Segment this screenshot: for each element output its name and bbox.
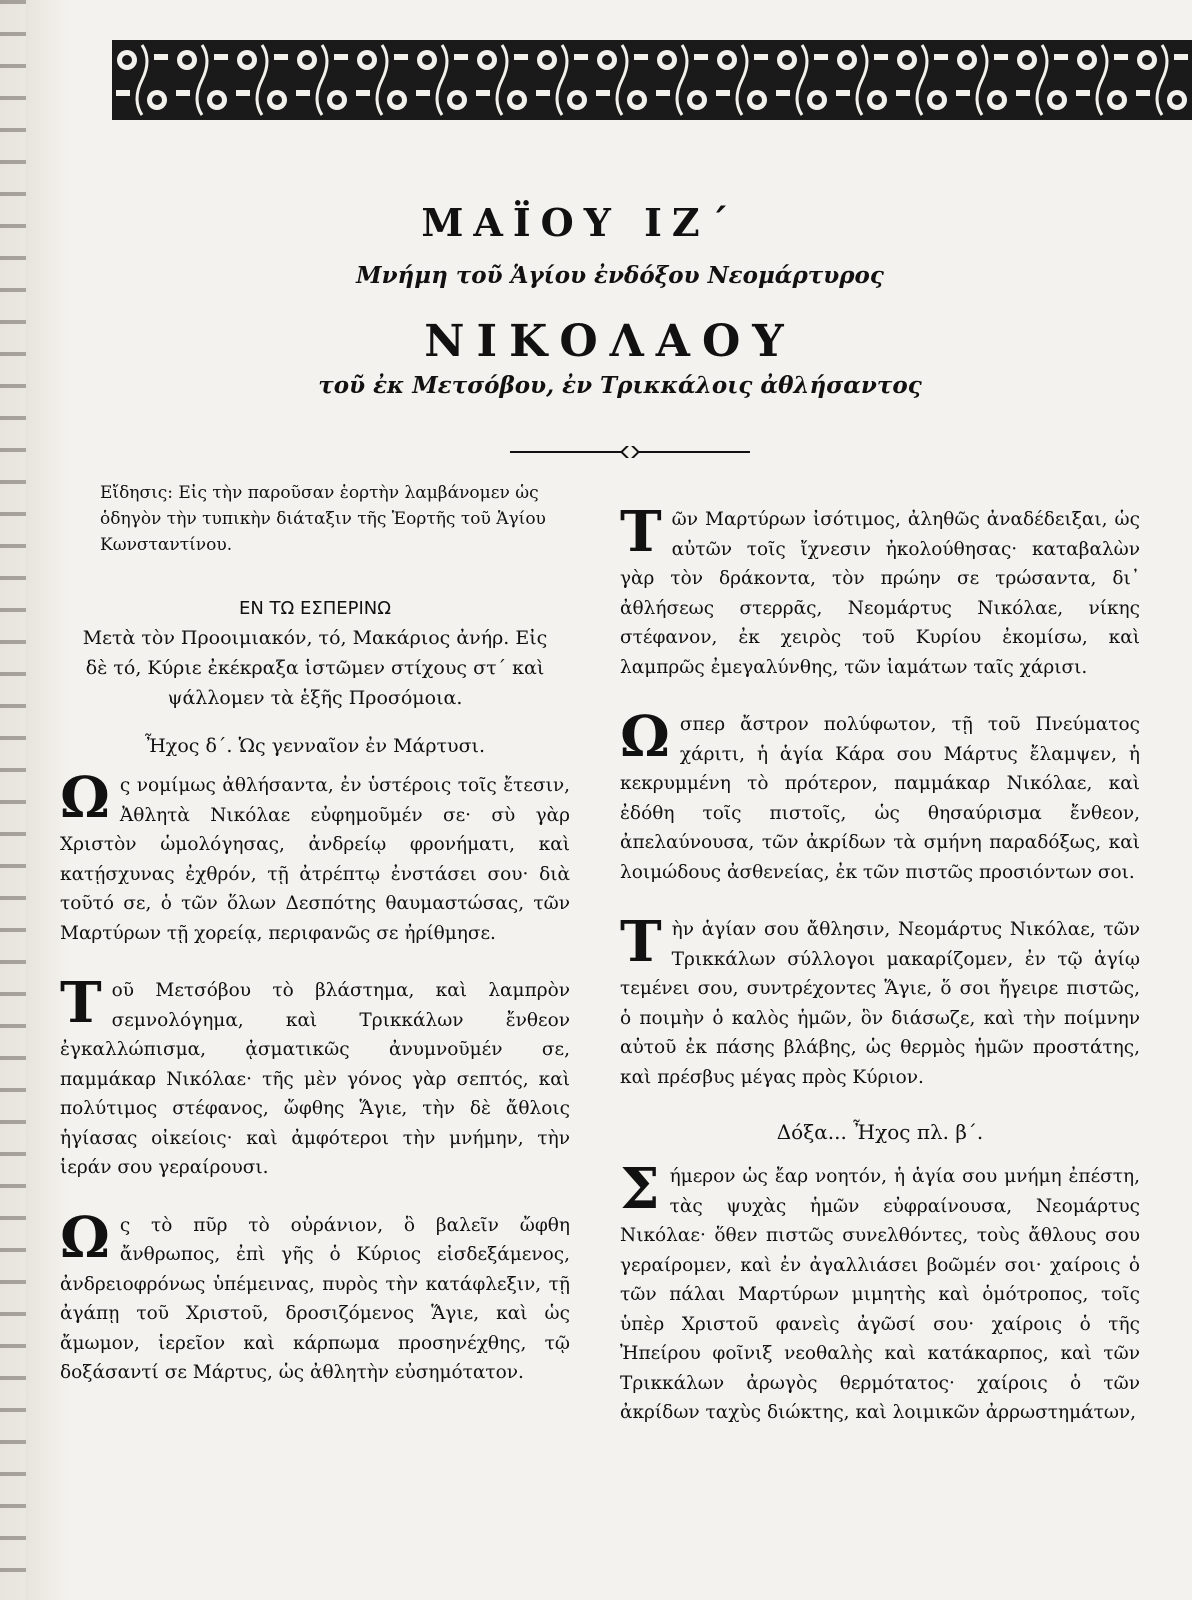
notice-label: Εἴδησις: — [100, 483, 174, 503]
doxa-heading: Δόξα... Ἦχος πλ. β΄. — [776, 1120, 984, 1144]
section-heading: ΕΝ ΤΩ ΕΣΠΕΡΙΝΩ — [238, 598, 392, 619]
drop-cap: Ω — [620, 704, 670, 770]
hymn-text: ήμερον ὡς ἔαρ νοητόν, ἡ ἁγία σου μνήμη ἐπέστη, τὰς ψυχὰς ἡμῶν εὐφραίνουσα, Νεομάρτυς Νικόλαε· ὅθεν πιστῶς συνελθόντες, τοὺς ἄθλους σου γεραίρομεν, καὶ ἐν ἀγαλλιάσει βοῶμέν σοι· χαίροις ὁ τῶν πάλαι Μαρτύρων μιμητὴς καὶ ὁμότροπος, τοῖς ὑπὲρ Χριστοῦ φανεὶς ἀγῶσί σου· χαίροις ὁ τῆς Ἠπείρου φοῖνιξ νεοθαλὴς καὶ κατάκαρπος, καὶ τῶν Τρικκάλων ἀρωγὸς θερμότατος· χαίροις ὁ τῶν ἀκρίδων ταχὺς διώκτης, καὶ λοιμικῶν ἀρρωστημάτων, — [620, 1166, 1140, 1423]
hymn-text: ς νομίμως ἀθλήσαντα, ἐν ὑστέροις τοῖς ἔτεσιν, Ἀθλητὰ Νικόλαε εὐφημοῦμέν σε· σὺ γὰρ Χριστὸν ὡμολόγησας, ἀνδρείῳ φρονήματι, καὶ κατῄσχυνας ἐχθρόν, τῇ ἀτρέπτῳ ἐνστάσει σου· διὰ τοῦτό σε, ὁ τῶν ὅλων Δεσπότης θαυμαστώσας, τῶν Μαρτύρων τῇ χορείᾳ, περιφανῶς σε ἠρίθμησε. — [60, 775, 570, 944]
hymn-text: ὴν ἁγίαν σου ἄθλησιν, Νεομάρτυς Νικόλαε, τῶν Τρικκάλων σύλλογοι μακαρίζομεν, ἐν τῷ ἁγίῳ τεμένει σου, συντρέχοντες Ἅγιε, ὅ σοι ἤγειρε πιστῶς, ὁ ποιμὴν ὁ καλὸς ἡμῶν, ὃν διάσωζε, καὶ τὴν ποίμνην αὐτοῦ ἐκ πάσης βλάβης, ὡς θερμὸς ἡμῶν προστάτης, καὶ πρέσβυς μέγας πρὸς Κύριον. — [620, 919, 1140, 1088]
hymn-text: οῦ Μετσόβου τὸ βλάστημα, καὶ λαμπρὸν σεμνολόγημα, καὶ Τρικκάλων ἔνθεον ἐγκαλλώπισμα, ᾀσματικῶς ἀνυμνοῦμέν σε, παμμάκαρ Νικόλαε· τῆς μὲν γόνος γὰρ σεπτός, καὶ πολύτιμος στέφανος, ὤφθης Ἅγιε, τὴν δὲ ἄθλοις ἡγίασας οἰκείοις· καὶ ἀμφότεροι τὴν μνήμην, τὴν ἱεράν σου γεραίρουσι. — [60, 980, 570, 1178]
book-binding-edge — [0, 0, 26, 1600]
hymn-paragraph — [60, 1204, 570, 1388]
saint-name-title: ΝΙΚΟΛΑΟΥ — [424, 316, 796, 367]
left-column — [60, 480, 570, 1416]
notice-paragraph — [60, 480, 570, 558]
hymn-text: σπερ ἄστρον πολύφωτον, τῇ τοῦ Πνεύματος χάριτι, ἡ ἁγία Κάρα σου Μάρτυς ἔλαμψεν, ἡ κεκρυμμένη τὸ πρότερον, παμμάκαρ Νικόλαε, καὶ ἐδόθη τοῖς πιστοῖς, ὡς θησαύρισμα ἔνθεον, ἀπελαύνουσα, τῶν ἀκρίδων τὰ σμήνη παραδόξως, καὶ λοιμώδους ἀσθενείας, ἐκ τῶν πιστῶς προσιόντων σοι. — [620, 714, 1140, 883]
title-divider — [510, 446, 750, 458]
doxastikon-paragraph — [620, 1156, 1140, 1428]
hymn-paragraph — [620, 909, 1140, 1092]
right-column — [620, 499, 1140, 1456]
tone-heading: Ἦχος δ΄. Ὡς γενναῖον ἐν Μάρτυσι. — [144, 735, 486, 757]
page-title-date: ΜΑΪΟΥ ΙΖ΄ — [421, 200, 739, 245]
rubric-intro: Μετὰ τὸν Προοιμιακόν, τό, Μακάριος ἀνήρ. Εἰς δὲ τό, Κύριε ἐκέκραξα ἱστῶμεν στίχους στ΄ καὶ ψάλλομεν τὰ ἑξῆς Προσόμοια. — [82, 627, 548, 709]
hymn-paragraph — [60, 765, 570, 948]
hymn-paragraph — [60, 970, 570, 1183]
ornamental-header-band — [112, 40, 1192, 120]
commemoration-subtitle: Μνήμη τοῦ Ἁγίου ἐνδόξου Νεομάρτυρος — [356, 262, 884, 289]
drop-cap: Σ — [620, 1156, 660, 1222]
drop-cap: Τ — [620, 909, 662, 975]
drop-cap: Ω — [60, 765, 110, 831]
hymn-paragraph — [620, 704, 1140, 887]
hymn-text: ς τὸ πῦρ τὸ οὐράνιον, ὃ βαλεῖν ὤφθη ἄνθρωπος, ἐπὶ γῆς ὁ Κύριος εἰσδεξάμενος, ἀνδρειοφρόνως ὑπέμεινας, πυρὸς τὴν κατάφλεξιν, τῇ ἀγάπῃ τοῦ Χριστοῦ, δροσιζόμενος Ἅγιε, καὶ ὡς ἄμωμον, ἱερεῖον καὶ κάρπωμα προσηνέχθης, τῷ δοξάσαντί σε Μάρτυς, ὡς ἀθλητὴν εὐσημότατον. — [60, 1214, 570, 1383]
hymn-text: ῶν Μαρτύρων ἰσότιμος, ἀληθῶς ἀναδέδειξαι, ὡς αὐτῶν τοῖς ἴχνεσιν ἠκολούθησας· καταβαλὼν γὰρ τὸν δράκοντα, τὸν πρώην σε τρώσαντα, δι᾽ ἀθλήσεως στερρᾶς, Νεομάρτυς Νικόλαε, νίκης στέφανον, ἐκ χειρὸς τοῦ Κυρίου ἐκομίσω, καὶ λαμπρῶς ἐμεγαλύνθης, τῶν ἰαμάτων ταῖς χάρισι. — [620, 509, 1140, 678]
drop-cap: Τ — [620, 499, 662, 565]
drop-cap: Ω — [60, 1204, 110, 1271]
notice-text: Εἰς τὴν παροῦσαν ἑορτὴν λαμβάνομεν ὡς ὁδηγὸν τὴν τυπικὴν διάταξιν τῆς Ἑορτῆς τοῦ Ἁγίου Κωνσταντίνου. — [100, 483, 546, 555]
drop-cap: Τ — [60, 970, 102, 1036]
hymn-paragraph — [620, 499, 1140, 682]
saint-origin-subtitle: τοῦ ἐκ Μετσόβου, ἐν Τρικκάλοις ἀθλήσαντος — [318, 372, 922, 399]
